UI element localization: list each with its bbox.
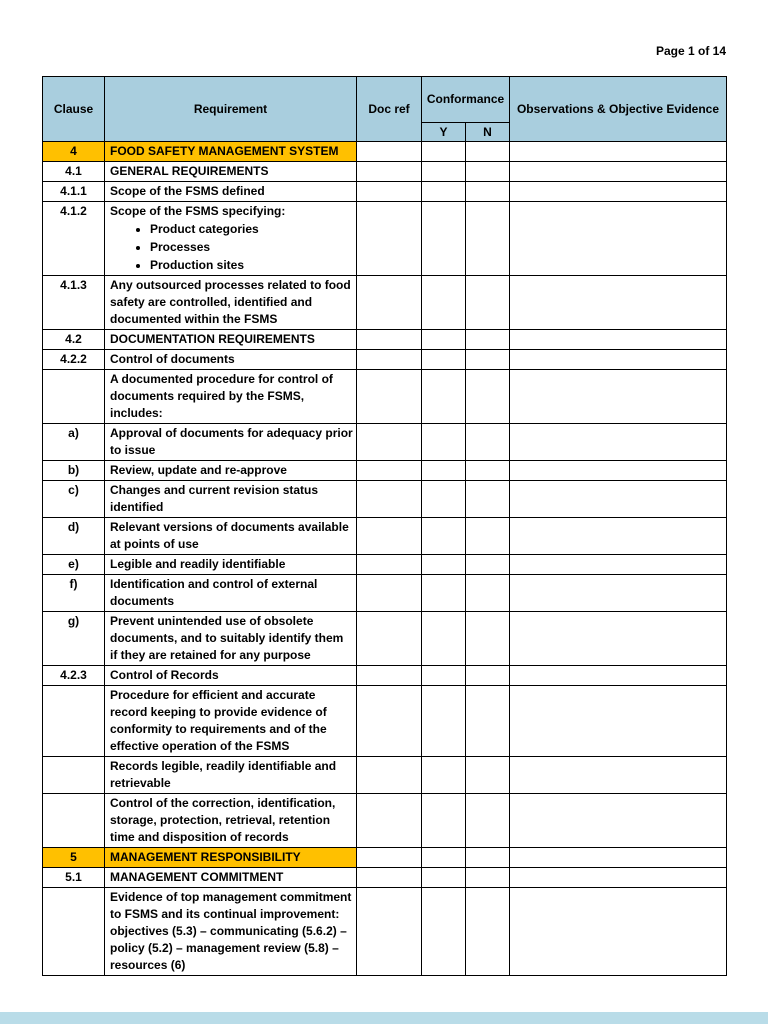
observations-cell bbox=[510, 370, 727, 424]
requirement-text: GENERAL REQUIREMENTS bbox=[110, 164, 269, 178]
observations-cell bbox=[510, 330, 727, 350]
requirement-text: MANAGEMENT COMMITMENT bbox=[110, 870, 284, 884]
conformance-n-cell bbox=[466, 612, 510, 666]
table-row bbox=[43, 370, 727, 424]
requirement-text: Relevant versions of documents available at points of use bbox=[110, 520, 349, 551]
requirement-text: Prevent unintended use of obsolete documents, and to suitably identify them if they are retained for any purpose bbox=[110, 614, 344, 662]
table-row bbox=[43, 182, 727, 202]
observations-cell bbox=[510, 848, 727, 868]
requirement-cell bbox=[105, 142, 357, 162]
table-row bbox=[43, 757, 727, 794]
clause-cell: 5.1 bbox=[43, 868, 105, 888]
observations-cell bbox=[510, 142, 727, 162]
conformance-n-cell bbox=[466, 182, 510, 202]
observations-cell bbox=[510, 794, 727, 848]
conformance-n-cell bbox=[466, 142, 510, 162]
table-row bbox=[43, 202, 727, 276]
requirement-text: Procedure for efficient and accurate record keeping to provide evidence of conformity to requirements and of the effective operation of the FSMS bbox=[110, 688, 327, 753]
doc-ref-cell bbox=[357, 612, 422, 666]
conformance-y-cell bbox=[422, 461, 466, 481]
clause-cell: c) bbox=[43, 481, 105, 518]
bullet-item: • Product categories bbox=[150, 220, 353, 238]
conformance-y-cell bbox=[422, 555, 466, 575]
header-conformance: Conformance bbox=[422, 77, 510, 123]
clause-cell: b) bbox=[43, 461, 105, 481]
requirement-text: MANAGEMENT RESPONSIBILITY bbox=[110, 850, 301, 864]
conformance-n-cell bbox=[466, 666, 510, 686]
doc-ref-cell bbox=[357, 370, 422, 424]
requirement-cell bbox=[105, 162, 357, 182]
requirement-text: Changes and current revision status identified bbox=[110, 483, 319, 514]
observations-cell bbox=[510, 518, 727, 555]
table-row bbox=[43, 612, 727, 666]
observations-cell bbox=[510, 555, 727, 575]
observations-cell bbox=[510, 888, 727, 976]
requirement-cell bbox=[105, 848, 357, 868]
conformance-n-cell bbox=[466, 757, 510, 794]
observations-cell bbox=[510, 461, 727, 481]
conformance-y-cell bbox=[422, 142, 466, 162]
conformance-y-cell bbox=[422, 481, 466, 518]
page-footer-strip bbox=[0, 1012, 768, 1024]
clause-cell: 4.2.2 bbox=[43, 350, 105, 370]
requirement-cell bbox=[105, 612, 357, 666]
conformance-y-cell bbox=[422, 612, 466, 666]
requirement-text: Control of Records bbox=[110, 668, 219, 682]
conformance-y-cell bbox=[422, 575, 466, 612]
observations-cell bbox=[510, 350, 727, 370]
conformance-y-cell bbox=[422, 370, 466, 424]
conformance-n-cell bbox=[466, 686, 510, 757]
table-row bbox=[43, 794, 727, 848]
table-row bbox=[43, 162, 727, 182]
header-doc-ref: Doc ref bbox=[357, 77, 422, 142]
doc-ref-cell bbox=[357, 162, 422, 182]
conformance-y-cell bbox=[422, 757, 466, 794]
requirement-cell bbox=[105, 555, 357, 575]
clause-cell: 4.2 bbox=[43, 330, 105, 350]
table-row bbox=[43, 666, 727, 686]
page-number: Page 1 of 14 bbox=[655, 44, 726, 58]
requirement-text: FOOD SAFETY MANAGEMENT SYSTEM bbox=[110, 144, 339, 158]
conformance-n-cell bbox=[466, 424, 510, 461]
requirement-text: Control of documents bbox=[110, 352, 235, 366]
conformance-y-cell bbox=[422, 848, 466, 868]
conformance-y-cell bbox=[422, 888, 466, 976]
requirement-bullet-list bbox=[110, 220, 353, 274]
conformance-y-cell bbox=[422, 868, 466, 888]
requirement-cell bbox=[105, 481, 357, 518]
table-row bbox=[43, 555, 727, 575]
requirement-text: Identification and control of external documents bbox=[110, 577, 318, 608]
table-row bbox=[43, 575, 727, 612]
conformance-n-cell bbox=[466, 575, 510, 612]
clause-cell: g) bbox=[43, 612, 105, 666]
clause-cell: 4.1.1 bbox=[43, 182, 105, 202]
doc-ref-cell bbox=[357, 666, 422, 686]
conformance-y-cell bbox=[422, 202, 466, 276]
conformance-n-cell bbox=[466, 888, 510, 976]
observations-cell bbox=[510, 612, 727, 666]
conformance-n-cell bbox=[466, 481, 510, 518]
requirement-cell bbox=[105, 686, 357, 757]
conformance-n-cell bbox=[466, 555, 510, 575]
conformance-y-cell bbox=[422, 276, 466, 330]
requirement-cell bbox=[105, 888, 357, 976]
table-row bbox=[43, 142, 727, 162]
clause-cell: 5 bbox=[43, 848, 105, 868]
table-row bbox=[43, 276, 727, 330]
doc-ref-cell bbox=[357, 555, 422, 575]
requirement-text: A documented procedure for control of documents required by the FSMS, includes: bbox=[110, 372, 333, 420]
table-row bbox=[43, 848, 727, 868]
clause-cell bbox=[43, 794, 105, 848]
conformance-y-cell bbox=[422, 330, 466, 350]
requirement-cell bbox=[105, 461, 357, 481]
conformance-n-cell bbox=[466, 461, 510, 481]
observations-cell bbox=[510, 424, 727, 461]
requirement-text: Scope of the FSMS defined bbox=[110, 184, 265, 198]
observations-cell bbox=[510, 481, 727, 518]
header-conformance-yes: Y bbox=[422, 123, 466, 142]
requirement-cell bbox=[105, 575, 357, 612]
clause-cell bbox=[43, 888, 105, 976]
doc-ref-cell bbox=[357, 481, 422, 518]
doc-ref-cell bbox=[357, 518, 422, 555]
doc-ref-cell bbox=[357, 350, 422, 370]
requirement-cell bbox=[105, 182, 357, 202]
table-row bbox=[43, 518, 727, 555]
conformance-n-cell bbox=[466, 350, 510, 370]
observations-cell bbox=[510, 868, 727, 888]
doc-ref-cell bbox=[357, 330, 422, 350]
requirement-text: Evidence of top management commitment to FSMS and its continual improvement: objectives (5.3) – communicating (5.6.2) – policy (5.2) – management review (5.8) – resources (6) bbox=[110, 890, 352, 972]
clause-cell: d) bbox=[43, 518, 105, 555]
conformance-y-cell bbox=[422, 182, 466, 202]
clause-cell bbox=[43, 686, 105, 757]
requirement-cell bbox=[105, 757, 357, 794]
observations-cell bbox=[510, 182, 727, 202]
doc-ref-cell bbox=[357, 142, 422, 162]
clause-cell: 4.1 bbox=[43, 162, 105, 182]
conformance-n-cell bbox=[466, 276, 510, 330]
conformance-n-cell bbox=[466, 202, 510, 276]
requirement-cell bbox=[105, 276, 357, 330]
doc-ref-cell bbox=[357, 182, 422, 202]
doc-ref-cell bbox=[357, 575, 422, 612]
conformance-n-cell bbox=[466, 518, 510, 555]
conformance-y-cell bbox=[422, 666, 466, 686]
observations-cell bbox=[510, 276, 727, 330]
doc-ref-cell bbox=[357, 868, 422, 888]
table-row bbox=[43, 424, 727, 461]
requirement-text: Records legible, readily identifiable and retrievable bbox=[110, 759, 337, 790]
requirement-cell bbox=[105, 424, 357, 461]
conformance-y-cell bbox=[422, 794, 466, 848]
header-observations: Observations & Objective Evidence bbox=[510, 77, 727, 142]
requirement-cell bbox=[105, 370, 357, 424]
observations-cell bbox=[510, 162, 727, 182]
conformance-y-cell bbox=[422, 162, 466, 182]
requirement-text: Approval of documents for adequacy prior to issue bbox=[110, 426, 353, 457]
observations-cell bbox=[510, 757, 727, 794]
requirement-text: DOCUMENTATION REQUIREMENTS bbox=[110, 332, 315, 346]
doc-ref-cell bbox=[357, 848, 422, 868]
clause-cell: 4.2.3 bbox=[43, 666, 105, 686]
header-requirement: Requirement bbox=[105, 77, 357, 142]
clause-cell: 4.1.2 bbox=[43, 202, 105, 276]
conformance-n-cell bbox=[466, 162, 510, 182]
table-row bbox=[43, 888, 727, 976]
doc-ref-cell bbox=[357, 686, 422, 757]
audit-checklist-table bbox=[42, 76, 727, 976]
bullet-item: • Production sites bbox=[150, 256, 353, 274]
header-conformance-no: N bbox=[466, 123, 510, 142]
clause-cell bbox=[43, 370, 105, 424]
observations-cell bbox=[510, 202, 727, 276]
checklist-body bbox=[43, 142, 727, 976]
conformance-y-cell bbox=[422, 518, 466, 555]
conformance-y-cell bbox=[422, 350, 466, 370]
clause-cell: e) bbox=[43, 555, 105, 575]
bullet-item: • Processes bbox=[150, 238, 353, 256]
requirement-cell bbox=[105, 666, 357, 686]
conformance-n-cell bbox=[466, 370, 510, 424]
doc-ref-cell bbox=[357, 202, 422, 276]
doc-ref-cell bbox=[357, 424, 422, 461]
requirement-cell bbox=[105, 202, 357, 276]
clause-cell bbox=[43, 757, 105, 794]
conformance-y-cell bbox=[422, 424, 466, 461]
conformance-n-cell bbox=[466, 330, 510, 350]
requirement-text: Scope of the FSMS specifying: bbox=[110, 204, 286, 218]
conformance-y-cell bbox=[422, 686, 466, 757]
observations-cell bbox=[510, 575, 727, 612]
doc-ref-cell bbox=[357, 461, 422, 481]
doc-ref-cell bbox=[357, 888, 422, 976]
header-clause: Clause bbox=[43, 77, 105, 142]
table-row bbox=[43, 686, 727, 757]
requirement-cell bbox=[105, 330, 357, 350]
table-row bbox=[43, 350, 727, 370]
requirement-text: Any outsourced processes related to food safety are controlled, identified and documented within the FSMS bbox=[110, 278, 351, 326]
observations-cell bbox=[510, 666, 727, 686]
requirement-cell bbox=[105, 518, 357, 555]
doc-ref-cell bbox=[357, 757, 422, 794]
table-row bbox=[43, 461, 727, 481]
requirement-cell bbox=[105, 868, 357, 888]
requirement-cell bbox=[105, 350, 357, 370]
requirement-text: Control of the correction, identification, storage, protection, retrieval, retention time and disposition of records bbox=[110, 796, 336, 844]
table-header bbox=[43, 77, 727, 142]
requirement-text: Legible and readily identifiable bbox=[110, 557, 286, 571]
table-row bbox=[43, 868, 727, 888]
clause-cell: a) bbox=[43, 424, 105, 461]
conformance-n-cell bbox=[466, 794, 510, 848]
clause-cell: 4.1.3 bbox=[43, 276, 105, 330]
doc-ref-cell bbox=[357, 276, 422, 330]
observations-cell bbox=[510, 686, 727, 757]
requirement-text: Review, update and re-approve bbox=[110, 463, 287, 477]
clause-cell: 4 bbox=[43, 142, 105, 162]
table-row bbox=[43, 481, 727, 518]
doc-ref-cell bbox=[357, 794, 422, 848]
conformance-n-cell bbox=[466, 848, 510, 868]
clause-cell: f) bbox=[43, 575, 105, 612]
table-row bbox=[43, 330, 727, 350]
conformance-n-cell bbox=[466, 868, 510, 888]
requirement-cell bbox=[105, 794, 357, 848]
